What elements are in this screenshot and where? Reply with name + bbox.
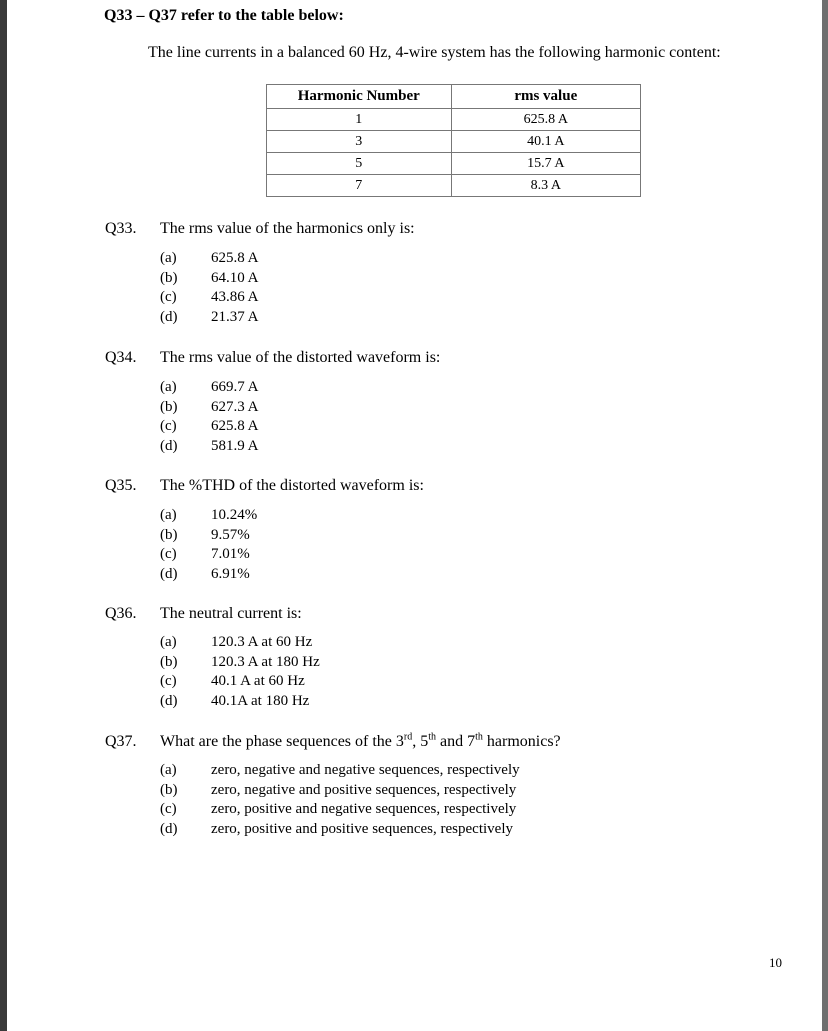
option-label: (d): [160, 692, 178, 709]
option-label: (d): [160, 565, 178, 582]
table-header-row: [267, 85, 641, 109]
option-text: 43.86 A: [211, 289, 259, 305]
option-label: (c): [160, 801, 177, 817]
intro-text: The line currents in a balanced 60 Hz, 4-wire system has the following harmonic content:: [148, 44, 721, 61]
option-label: (a): [160, 250, 177, 266]
harmonic-table: [266, 84, 641, 197]
question-number: Q35.: [105, 477, 137, 494]
option-text: 64.10 A: [211, 269, 259, 286]
question-text: The neutral current is:: [160, 605, 302, 622]
option-text: 7.01%: [211, 546, 250, 562]
option-label: (c): [160, 546, 177, 562]
header-rms-value: rms value: [451, 85, 640, 109]
option-label: (a): [160, 379, 177, 395]
question-number: Q33.: [105, 220, 137, 237]
harmonic-cell: 3: [267, 131, 452, 153]
option-label: (b): [160, 781, 178, 798]
question-text: The rms value of the distorted waveform is:: [160, 349, 441, 366]
option-text: 669.7 A: [211, 379, 259, 395]
option-label: (c): [160, 673, 177, 689]
option-text: 625.8 A: [211, 418, 259, 434]
question-text: The rms value of the harmonics only is:: [160, 220, 415, 237]
option-text: 625.8 A: [211, 250, 259, 266]
option-text: 120.3 A at 180 Hz: [211, 653, 320, 670]
option-label: (d): [160, 820, 178, 837]
option-text: 40.1A at 180 Hz: [211, 692, 310, 709]
question-text: The %THD of the distorted waveform is:: [160, 477, 424, 494]
option-label: (b): [160, 269, 178, 286]
question-number: Q36.: [105, 605, 137, 622]
option-text: 627.3 A: [211, 398, 259, 415]
table-row: [267, 131, 641, 153]
rms-cell: 15.7 A: [451, 153, 640, 175]
option-text: 9.57%: [211, 526, 250, 543]
rms-cell: 625.8 A: [451, 109, 640, 131]
option-label: (d): [160, 437, 178, 454]
option-label: (d): [160, 308, 178, 325]
table-row: [267, 175, 641, 197]
rms-cell: 40.1 A: [451, 131, 640, 153]
option-text: 6.91%: [211, 565, 250, 582]
option-label: (b): [160, 526, 178, 543]
option-text: zero, positive and positive sequences, respectively: [211, 820, 513, 837]
question-text: What are the phase sequences of the 3rd, 5th and 7th harmonics?: [160, 731, 561, 750]
option-label: (a): [160, 507, 177, 523]
table-row: [267, 153, 641, 175]
harmonic-cell: 1: [267, 109, 452, 131]
rms-cell: 8.3 A: [451, 175, 640, 197]
option-label: (b): [160, 398, 178, 415]
option-label: (c): [160, 289, 177, 305]
harmonic-cell: 5: [267, 153, 452, 175]
option-label: (c): [160, 418, 177, 434]
right-edge-shadow: [822, 0, 828, 1031]
section-heading: Q33 – Q37 refer to the table below:: [104, 7, 344, 24]
option-label: (b): [160, 653, 178, 670]
option-text: 21.37 A: [211, 308, 259, 325]
question-number: Q34.: [105, 349, 137, 366]
option-text: 581.9 A: [211, 437, 259, 454]
option-label: (a): [160, 634, 177, 650]
option-text: zero, negative and negative sequences, respectively: [211, 762, 520, 778]
left-edge-shadow: [0, 0, 7, 1031]
option-label: (a): [160, 762, 177, 778]
option-text: 10.24%: [211, 507, 258, 523]
page-number: 10: [769, 955, 782, 970]
option-text: 40.1 A at 60 Hz: [211, 673, 305, 689]
header-harmonic-number: Harmonic Number: [267, 85, 452, 109]
harmonic-cell: 7: [267, 175, 452, 197]
question-number: Q37.: [105, 733, 137, 750]
option-text: zero, positive and negative sequences, respectively: [211, 801, 517, 817]
option-text: zero, negative and positive sequences, respectively: [211, 781, 517, 798]
table-row: [267, 109, 641, 131]
option-text: 120.3 A at 60 Hz: [211, 634, 313, 650]
